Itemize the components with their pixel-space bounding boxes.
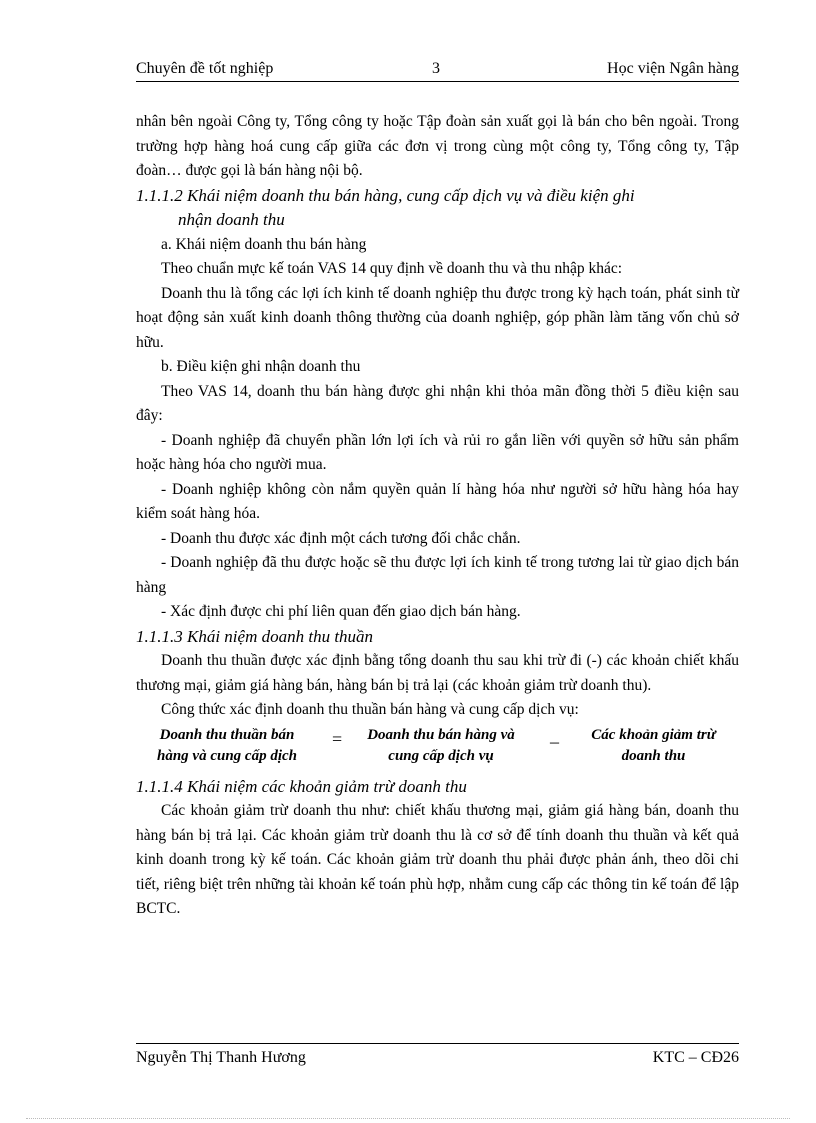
- formula-rhs-line1: Các khoản giảm trừ: [591, 726, 716, 743]
- paragraph-6: Công thức xác định doanh thu thuần bán hàng và cung cấp dịch vụ:: [161, 701, 579, 718]
- footer-rule: [136, 1043, 739, 1044]
- formula-lhs: [136, 725, 318, 767]
- page-bottom-dotted-border: [26, 1118, 790, 1119]
- bullet-item: - Doanh nghiệp không còn nắm quyền quản lí hàng hóa như người sở hữu hàng hóa hay kiểm soát hàng hóa.: [136, 480, 739, 522]
- heading-1-1-1-2: 1.1.1.2 Khái niệm doanh thu bán hàng, cung cấp dịch vụ và điều kiện ghi: [136, 185, 635, 205]
- page-number: 3: [432, 60, 440, 77]
- paragraph-1: nhân bên ngoài Công ty, Tổng công ty hoặc Tập đoàn sản xuất gọi là bán cho bên ngoài. Trong trường hợp hàng hoá cung cấp giữa các đơn vị trong cùng một công ty, Tổng công ty, Tập đoàn… được gọi là bán hàng nội bộ.: [136, 113, 739, 179]
- page-header: [136, 60, 739, 78]
- formula-mid-line2: cung cấp dịch vụ: [388, 747, 494, 764]
- paragraph-3: Doanh thu là tổng các lợi ích kinh tế doanh nghiệp thu được trong kỳ hạch toán, phát sinh từ hoạt động sản xuất kinh doanh thông thường của doanh nghiệp, góp phần làm tăng vốn chủ sở hữu.: [136, 284, 739, 351]
- header-left: Chuyên đề tốt nghiệp: [136, 60, 274, 77]
- bullet-item: - Doanh thu được xác định một cách tương đối chắc chắn.: [161, 529, 521, 547]
- formula-rhs-line2: doanh thu: [621, 747, 686, 764]
- heading-1-1-1-3: 1.1.1.3 Khái niệm doanh thu thuần: [136, 626, 374, 646]
- paragraph-7: Các khoản giảm trừ doanh thu như: chiết khấu thương mại, giảm giá hàng bán, doanh thu hàng bán bị trả lại. Các khoản giảm trừ doanh thu là cơ sở để tính doanh thu thuần và kết quả kinh doanh trong kỳ kế toán. Các khoản giảm trừ doanh thu phải được phản ánh, theo dõi chi tiết, riêng biệt trên những tài khoản kế toán phù hợp, nhằm cung cấp các thông tin kế toán để lập BCTC.: [136, 802, 739, 917]
- formula-equals: =: [332, 728, 343, 749]
- heading-1-1-1-4: 1.1.1.4 Khái niệm các khoản giảm trừ doanh thu: [136, 776, 467, 796]
- paragraph-4: Theo VAS 14, doanh thu bán hàng được ghi nhận khi thỏa mãn đồng thời 5 điều kiện sau đây:: [136, 382, 739, 424]
- page-footer: [136, 1049, 739, 1067]
- footer-class-code: KTC – CĐ26: [652, 1049, 739, 1066]
- formula-lhs-line2: hàng và cung cấp dịch: [156, 747, 297, 764]
- formula-rhs: [568, 725, 739, 767]
- header-right: Học viện Ngân hàng: [607, 60, 739, 77]
- page-body: [136, 110, 739, 922]
- subheading-b: b. Điều kiện ghi nhận doanh thu: [161, 358, 361, 375]
- formula-minus: _: [550, 724, 559, 745]
- bullet-item: - Doanh nghiệp đã thu được hoặc sẽ thu được lợi ích kinh tế trong tương lai từ giao dịch bán hàng: [136, 554, 739, 596]
- footer-author: Nguyễn Thị Thanh Hương: [136, 1049, 306, 1066]
- subheading-a: a. Khái niệm doanh thu bán hàng: [161, 235, 367, 253]
- paragraph-5: Doanh thu thuần được xác định bằng tổng doanh thu sau khi trừ đi (-) các khoản chiết khấu thương mại, giảm giá hàng bán, hàng bán bị trả lại (các khoản giảm trừ doanh thu).: [136, 652, 739, 694]
- bullet-item: - Doanh nghiệp đã chuyển phần lớn lợi ích và rủi ro gắn liền với quyền sở hữu sản phẩm hoặc hàng hóa cho người mua.: [136, 431, 739, 473]
- revenue-formula: [136, 725, 739, 773]
- bullet-item: - Xác định được chi phí liên quan đến giao dịch bán hàng.: [161, 603, 521, 620]
- formula-lhs-line1: Doanh thu thuần bán: [159, 726, 295, 743]
- paragraph-2: Theo chuẩn mực kế toán VAS 14 quy định về doanh thu và thu nhập khác:: [161, 260, 623, 277]
- formula-mid-line1: Doanh thu bán hàng và: [367, 726, 515, 743]
- header-rule: [136, 81, 739, 82]
- heading-1-1-1-2-cont: nhận doanh thu: [178, 210, 285, 229]
- formula-middle: [348, 725, 534, 767]
